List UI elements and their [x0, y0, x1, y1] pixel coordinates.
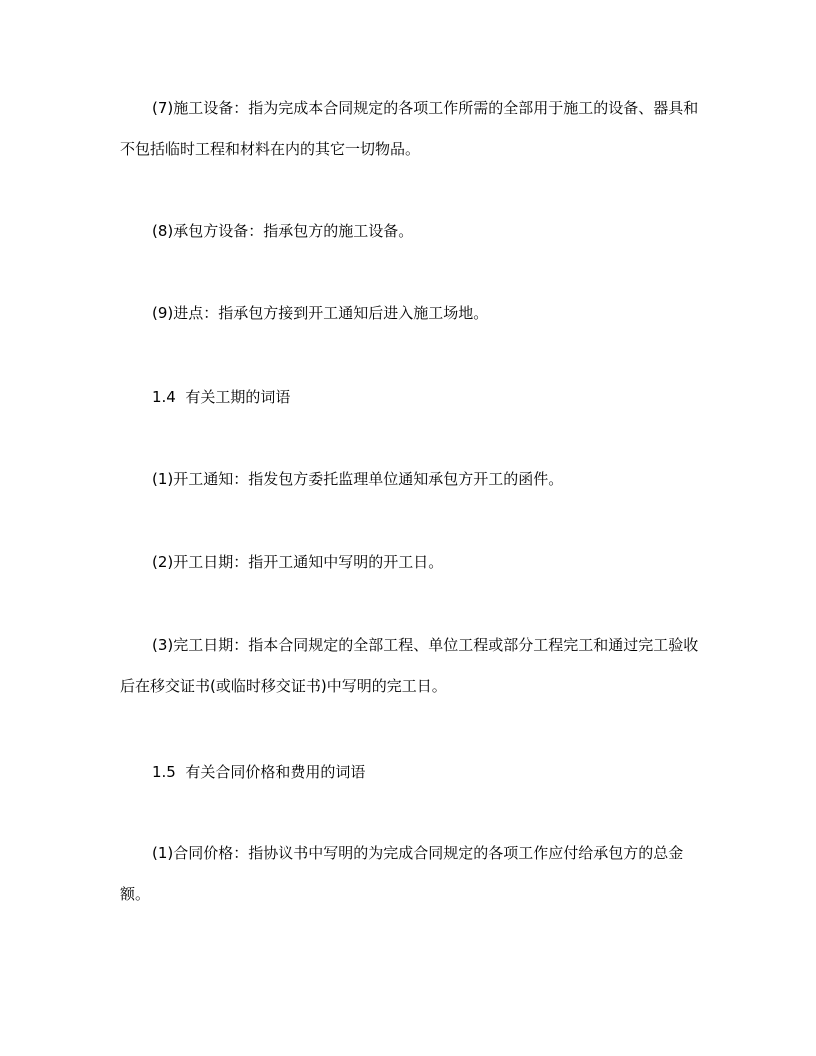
paragraph-contractor-equipment: (8)承包方设备：指承包方的施工设备。 — [152, 222, 414, 240]
paragraph-contract-price: (1)合同价格：指协议书中写明的为完成合同规定的各项工作应付给承包方的总金额。 — [120, 844, 684, 903]
paragraph-site-entry: (9)进点：指承包方接到开工通知后进入施工场地。 — [152, 304, 489, 322]
section-heading-1-5: 1.5 有关合同价格和费用的词语 — [152, 763, 366, 781]
paragraph-commencement-notice: (1)开工通知：指发包方委托监理单位通知承包方开工的函件。 — [152, 470, 564, 488]
paragraph-construction-equipment: (7)施工设备：指为完成本合同规定的各项工作所需的全部用于施工的设备、器具和不包括临时工程和材料在内的其它一切物品。 — [120, 99, 699, 158]
paragraph-commencement-date: (2)开工日期：指开工通知中写明的开工日。 — [152, 553, 444, 571]
section-heading-1-4: 1.4 有关工期的词语 — [152, 388, 291, 406]
paragraph-completion-date: (3)完工日期：指本合同规定的全部工程、单位工程或部分工程完工和通过完工验收后在移交证书(或临时移交证书)中写明的完工日。 — [120, 636, 699, 695]
